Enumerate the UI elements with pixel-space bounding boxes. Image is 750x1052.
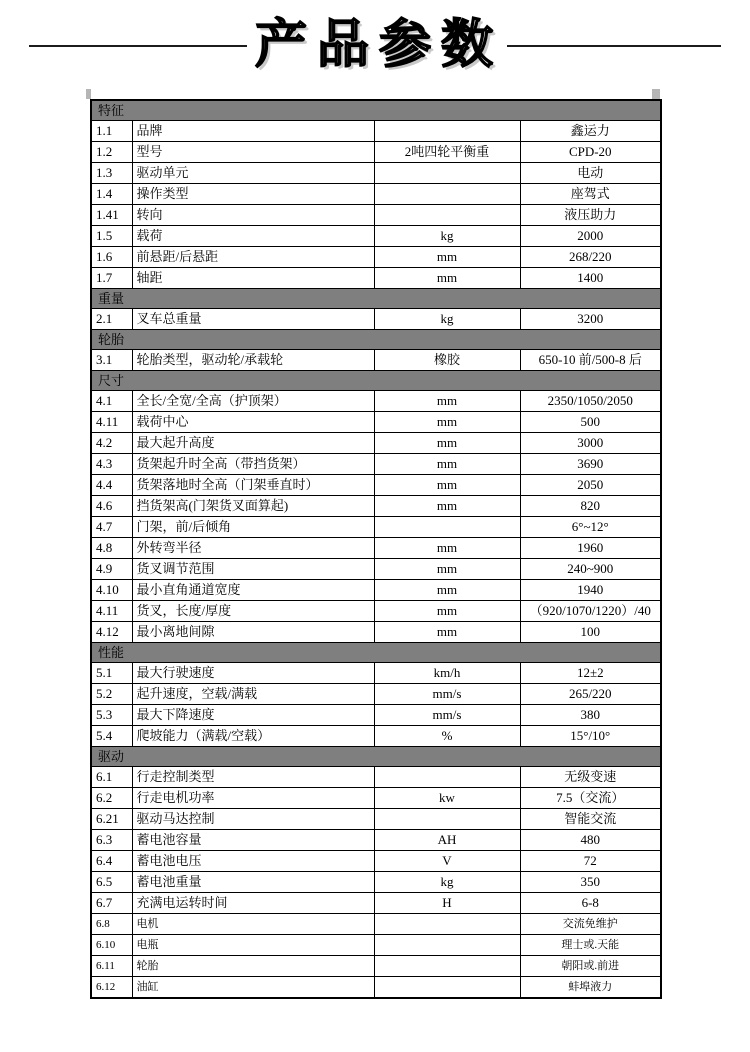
row-index: 6.2 xyxy=(91,788,132,809)
row-value: 朝阳或.前进 xyxy=(520,956,661,977)
row-label: 外转弯半径 xyxy=(132,538,374,559)
row-value: 72 xyxy=(520,851,661,872)
row-label: 驱动马达控制 xyxy=(132,809,374,830)
row-label: 最大下降速度 xyxy=(132,705,374,726)
table-row xyxy=(91,142,661,163)
row-index: 5.3 xyxy=(91,705,132,726)
row-index: 1.3 xyxy=(91,163,132,184)
row-label: 操作类型 xyxy=(132,184,374,205)
row-label: 油缸 xyxy=(132,977,374,999)
row-label: 充满电运转时间 xyxy=(132,893,374,914)
row-label: 全长/全宽/全高（护顶架） xyxy=(132,391,374,412)
row-unit xyxy=(374,121,520,142)
row-label: 行走控制类型 xyxy=(132,767,374,788)
row-value: 480 xyxy=(520,830,661,851)
table-row xyxy=(91,496,661,517)
row-unit: 2吨四轮平衡重 xyxy=(374,142,520,163)
section-row xyxy=(91,100,661,121)
row-index: 1.41 xyxy=(91,205,132,226)
table-row xyxy=(91,726,661,747)
table-row xyxy=(91,205,661,226)
section-header: 性能 xyxy=(91,643,661,663)
row-value: 3200 xyxy=(520,309,661,330)
row-label: 货叉调节范围 xyxy=(132,559,374,580)
row-label: 轮胎 xyxy=(132,956,374,977)
row-value: 理士或.天能 xyxy=(520,935,661,956)
row-index: 4.11 xyxy=(91,412,132,433)
row-label: 载荷 xyxy=(132,226,374,247)
section-header: 驱动 xyxy=(91,747,661,767)
section-header: 特征 xyxy=(91,100,661,121)
row-unit: kg xyxy=(374,872,520,893)
title-rule-right xyxy=(507,45,721,47)
row-value: 100 xyxy=(520,622,661,643)
table-row xyxy=(91,517,661,538)
row-index: 6.5 xyxy=(91,872,132,893)
table-corner-mark-left xyxy=(86,89,91,99)
row-value: 6°~12° xyxy=(520,517,661,538)
row-label: 型号 xyxy=(132,142,374,163)
row-value: 1960 xyxy=(520,538,661,559)
row-unit xyxy=(374,977,520,999)
row-value: 3690 xyxy=(520,454,661,475)
row-label: 转向 xyxy=(132,205,374,226)
row-unit xyxy=(374,517,520,538)
row-index: 1.5 xyxy=(91,226,132,247)
row-label: 货叉，长度/厚度 xyxy=(132,601,374,622)
row-value: 240~900 xyxy=(520,559,661,580)
row-label: 驱动单元 xyxy=(132,163,374,184)
table-row xyxy=(91,601,661,622)
row-unit xyxy=(374,767,520,788)
table-row xyxy=(91,851,661,872)
table-row xyxy=(91,538,661,559)
row-index: 1.1 xyxy=(91,121,132,142)
row-index: 6.7 xyxy=(91,893,132,914)
table-row xyxy=(91,391,661,412)
row-label: 品牌 xyxy=(132,121,374,142)
section-row xyxy=(91,289,661,309)
table-row xyxy=(91,809,661,830)
row-index: 6.21 xyxy=(91,809,132,830)
table-row xyxy=(91,977,661,999)
row-value: 2350/1050/2050 xyxy=(520,391,661,412)
row-label: 起升速度，空载/满载 xyxy=(132,684,374,705)
row-label: 爬坡能力（满载/空载） xyxy=(132,726,374,747)
row-index: 4.2 xyxy=(91,433,132,454)
row-label: 最小离地间隙 xyxy=(132,622,374,643)
row-unit xyxy=(374,956,520,977)
row-value: （920/1070/1220）/40 xyxy=(520,601,661,622)
row-label: 前悬距/后悬距 xyxy=(132,247,374,268)
table-row xyxy=(91,121,661,142)
row-label: 载荷中心 xyxy=(132,412,374,433)
row-index: 4.8 xyxy=(91,538,132,559)
row-value: 380 xyxy=(520,705,661,726)
row-index: 1.7 xyxy=(91,268,132,289)
row-unit: mm/s xyxy=(374,705,520,726)
table-row xyxy=(91,163,661,184)
row-label: 门架，前/后倾角 xyxy=(132,517,374,538)
page xyxy=(0,2,750,1052)
row-unit: mm xyxy=(374,580,520,601)
row-unit: mm xyxy=(374,268,520,289)
row-unit: mm xyxy=(374,412,520,433)
row-value: 7.5（交流） xyxy=(520,788,661,809)
row-value: 2050 xyxy=(520,475,661,496)
row-value: 500 xyxy=(520,412,661,433)
table-row xyxy=(91,788,661,809)
row-unit xyxy=(374,809,520,830)
row-index: 1.2 xyxy=(91,142,132,163)
row-unit: kw xyxy=(374,788,520,809)
row-index: 6.12 xyxy=(91,977,132,999)
row-label: 叉车总重量 xyxy=(132,309,374,330)
row-value: 蚌埠液力 xyxy=(520,977,661,999)
row-label: 行走电机功率 xyxy=(132,788,374,809)
row-label: 电机 xyxy=(132,914,374,935)
row-unit: mm xyxy=(374,433,520,454)
row-unit: % xyxy=(374,726,520,747)
row-value: 820 xyxy=(520,496,661,517)
row-index: 2.1 xyxy=(91,309,132,330)
table-row xyxy=(91,580,661,601)
row-value: 无级变速 xyxy=(520,767,661,788)
row-unit xyxy=(374,163,520,184)
row-index: 4.3 xyxy=(91,454,132,475)
row-index: 6.11 xyxy=(91,956,132,977)
table-row xyxy=(91,268,661,289)
row-index: 3.1 xyxy=(91,350,132,371)
row-unit: mm xyxy=(374,247,520,268)
row-label: 蓄电池重量 xyxy=(132,872,374,893)
row-value: 电动 xyxy=(520,163,661,184)
row-unit: mm xyxy=(374,454,520,475)
section-row xyxy=(91,371,661,391)
row-unit xyxy=(374,205,520,226)
section-row xyxy=(91,330,661,350)
page-title: 产品参数 xyxy=(254,17,503,75)
row-index: 4.10 xyxy=(91,580,132,601)
row-value: 液压助力 xyxy=(520,205,661,226)
row-value: 交流免维护 xyxy=(520,914,661,935)
table-row xyxy=(91,935,661,956)
table-row xyxy=(91,872,661,893)
table-row xyxy=(91,184,661,205)
row-value: 智能交流 xyxy=(520,809,661,830)
table-row xyxy=(91,684,661,705)
row-label: 蓄电池电压 xyxy=(132,851,374,872)
row-unit: mm xyxy=(374,475,520,496)
row-value: 268/220 xyxy=(520,247,661,268)
row-label: 蓄电池容量 xyxy=(132,830,374,851)
row-value: 1400 xyxy=(520,268,661,289)
row-label: 轮胎类型，驱动轮/承载轮 xyxy=(132,350,374,371)
row-unit: mm xyxy=(374,622,520,643)
row-index: 1.6 xyxy=(91,247,132,268)
row-unit: mm xyxy=(374,391,520,412)
row-index: 4.9 xyxy=(91,559,132,580)
section-row xyxy=(91,643,661,663)
row-value: 265/220 xyxy=(520,684,661,705)
row-unit: mm xyxy=(374,496,520,517)
table-row xyxy=(91,622,661,643)
row-value: 6-8 xyxy=(520,893,661,914)
row-unit: mm xyxy=(374,538,520,559)
row-index: 6.10 xyxy=(91,935,132,956)
row-unit xyxy=(374,935,520,956)
row-unit: V xyxy=(374,851,520,872)
row-index: 1.4 xyxy=(91,184,132,205)
row-unit: H xyxy=(374,893,520,914)
row-label: 最大起升高度 xyxy=(132,433,374,454)
row-value: CPD-20 xyxy=(520,142,661,163)
row-value: 座驾式 xyxy=(520,184,661,205)
row-index: 4.11 xyxy=(91,601,132,622)
row-index: 6.1 xyxy=(91,767,132,788)
row-index: 6.4 xyxy=(91,851,132,872)
row-unit: kg xyxy=(374,309,520,330)
table-row xyxy=(91,705,661,726)
row-unit: km/h xyxy=(374,663,520,684)
row-index: 4.1 xyxy=(91,391,132,412)
row-unit: mm xyxy=(374,601,520,622)
row-unit: kg xyxy=(374,226,520,247)
table-row xyxy=(91,309,661,330)
row-index: 6.3 xyxy=(91,830,132,851)
row-label: 最大行驶速度 xyxy=(132,663,374,684)
row-index: 5.1 xyxy=(91,663,132,684)
table-row xyxy=(91,559,661,580)
table-row xyxy=(91,914,661,935)
table-row xyxy=(91,247,661,268)
title-rule-left xyxy=(29,45,247,47)
row-label: 电瓶 xyxy=(132,935,374,956)
row-value: 650-10 前/500-8 后 xyxy=(520,350,661,371)
row-index: 4.12 xyxy=(91,622,132,643)
row-value: 2000 xyxy=(520,226,661,247)
row-label: 轴距 xyxy=(132,268,374,289)
row-label: 货架落地时全高（门架垂直时） xyxy=(132,475,374,496)
row-value: 鑫运力 xyxy=(520,121,661,142)
section-header: 轮胎 xyxy=(91,330,661,350)
spec-table xyxy=(90,99,662,999)
section-header: 重量 xyxy=(91,289,661,309)
table-row xyxy=(91,454,661,475)
row-index: 5.4 xyxy=(91,726,132,747)
table-row xyxy=(91,956,661,977)
table-row xyxy=(91,663,661,684)
table-row xyxy=(91,893,661,914)
row-index: 4.7 xyxy=(91,517,132,538)
row-value: 15°/10° xyxy=(520,726,661,747)
section-header: 尺寸 xyxy=(91,371,661,391)
table-row xyxy=(91,412,661,433)
row-unit: AH xyxy=(374,830,520,851)
table-row xyxy=(91,226,661,247)
section-row xyxy=(91,747,661,767)
row-label: 货架起升时全高（带挡货架） xyxy=(132,454,374,475)
row-index: 6.8 xyxy=(91,914,132,935)
spec-table-body xyxy=(91,100,661,998)
table-row xyxy=(91,767,661,788)
table-row xyxy=(91,350,661,371)
row-value: 350 xyxy=(520,872,661,893)
row-unit: 橡胶 xyxy=(374,350,520,371)
row-label: 挡货架高(门架货叉面算起) xyxy=(132,496,374,517)
table-row xyxy=(91,475,661,496)
row-label: 最小直角通道宽度 xyxy=(132,580,374,601)
row-index: 5.2 xyxy=(91,684,132,705)
row-value: 1940 xyxy=(520,580,661,601)
row-unit: mm xyxy=(374,559,520,580)
table-row xyxy=(91,830,661,851)
row-index: 4.4 xyxy=(91,475,132,496)
row-unit xyxy=(374,184,520,205)
table-row xyxy=(91,433,661,454)
row-value: 12±2 xyxy=(520,663,661,684)
row-unit: mm/s xyxy=(374,684,520,705)
table-corner-mark-right xyxy=(652,89,660,99)
row-index: 4.6 xyxy=(91,496,132,517)
row-value: 3000 xyxy=(520,433,661,454)
row-unit xyxy=(374,914,520,935)
title-banner xyxy=(0,2,750,90)
